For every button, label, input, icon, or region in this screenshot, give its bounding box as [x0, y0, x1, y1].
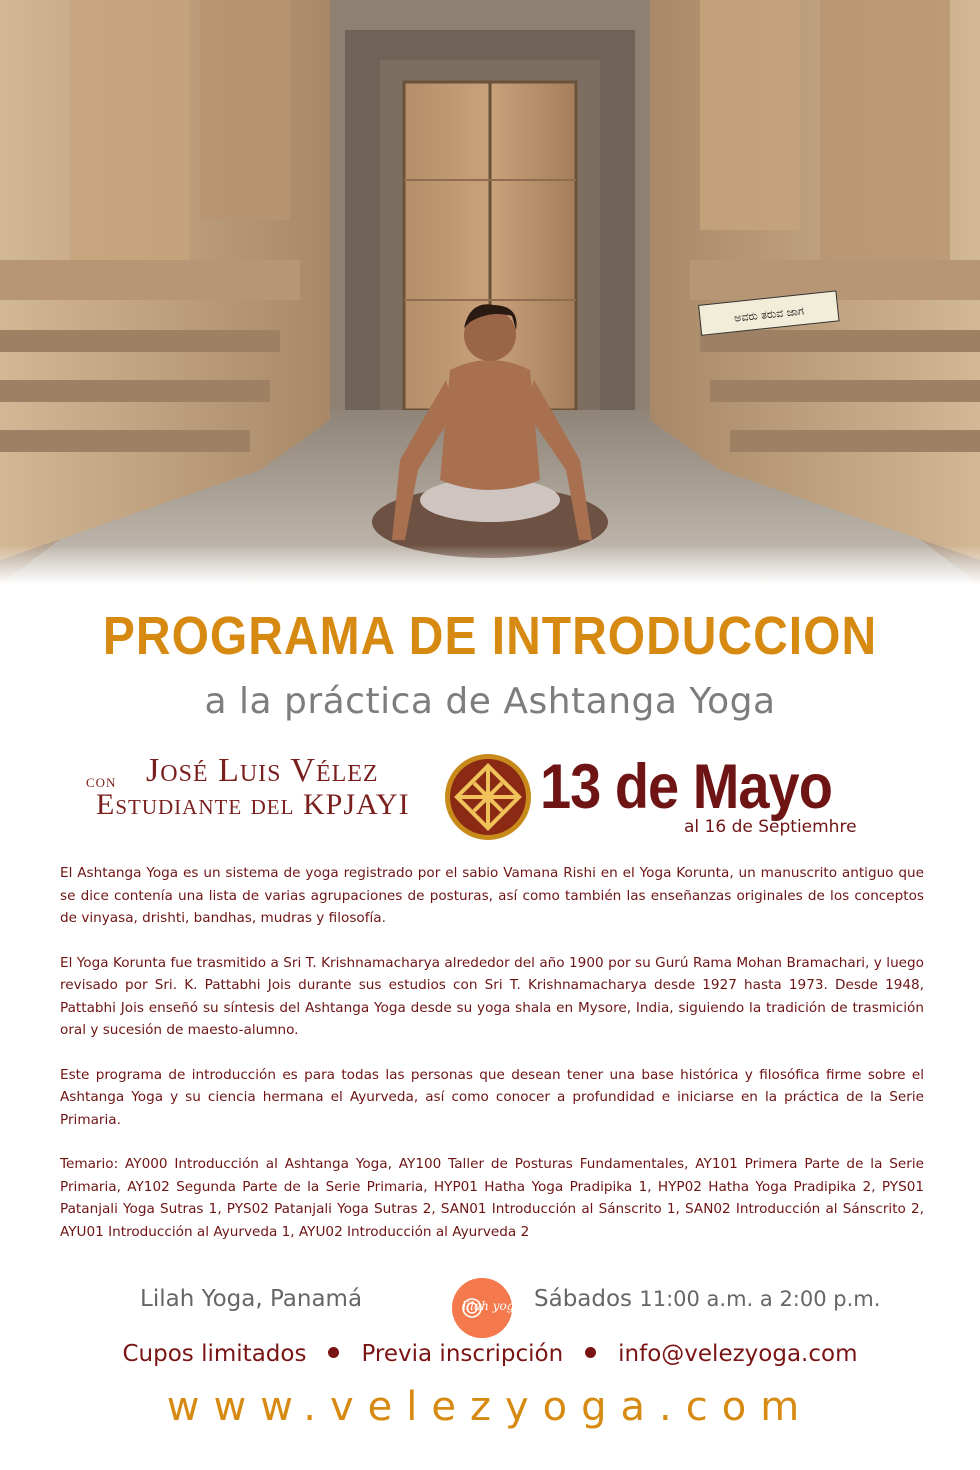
info-row: [0, 1341, 980, 1367]
paragraph-intro: El Ashtanga Yoga es un sistema de yoga registrado por el sabio Vamana Rishi en el Yoga Korunta, un manuscrito antiguo que se dice contenía una lista de varias agrupaciones de posturas, así como también las enseñanzas originales de los conceptos de vinyasa, drishti, bandhas, mudras y filosofía.: [60, 865, 924, 926]
svg-text:lilah yoga: lilah yoga: [462, 1299, 522, 1313]
end-date: al 16 de Septiemhre: [684, 817, 857, 837]
schedule-hours: 11:00 a.m. a 2:00 p.m.: [639, 1287, 881, 1311]
teacher-prefix: con: [86, 771, 117, 791]
temple-illustration: [0, 0, 980, 585]
bullet-icon: [585, 1347, 596, 1358]
schedule: [534, 1286, 880, 1312]
paragraph-history: El Yoga Korunta fue trasmitido a Sri T. Krishnamacharya alrededor del año 1900 por su Gurú Rama Mohan Bramachari, y luego revisado por Sri. K. Pattabhi Jois durante sus estudios con Sri T. Krishnamacharya desde 1927 hasta 1973. Desde 1948, Pattabhi Jois enseñó su síntesis del Ashtanga Yoga desde su yoga shala en Mysore, India, siguiendo la tradición de trasmición oral y sucesión de maesto-alumno.: [60, 954, 924, 1038]
lilah-yoga-logo: [452, 1278, 522, 1338]
paragraph-syllabus: Temario: AY000 Introducción al Ashtanga Yoga, AY100 Taller de Posturas Fundamentales, AY101 Primera Parte de la Serie Primaria, AY102 Segunda Parte de la Serie Primaria, HYP01 Hatha Yoga Pradipika 1, HYP02 Hatha Yoga Pradipika 2, PYS01 Patanjali Yoga Sutras 1, PYS02 Patanjali Yoga Sutras 2, SAN01 Introducción al Sánscrito 1, SAN02 Introducción al Sánscrito 2, AYU01 Introducción al Ayurveda 1, AYU02 Introducción al Ayurveda 2: [60, 1156, 924, 1240]
venue: Lilah Yoga, Panamá: [140, 1286, 363, 1312]
paragraph-program: Este programa de introducción es para todas las personas que desean tener una base histórica y filosófica firme sobre el Ashtanga Yoga y su ciencia hermana el Ayurveda, así como conocer a profundidad e iniciarse en la práctica de la Serie Primaria.: [60, 1066, 924, 1128]
bullet-icon: [328, 1347, 339, 1358]
endless-knot-icon: [444, 753, 532, 841]
page-title: PROGRAMA DE INTRODUCCION: [102, 607, 878, 667]
description: [60, 862, 924, 1265]
hero-fade: [0, 545, 980, 585]
contact-email[interactable]: info@velezyoga.com: [618, 1341, 858, 1367]
start-date: 13 de Mayo: [540, 751, 832, 822]
svg-text:ಅವರು ತರುವ ಜಾಗ: ಅವರು ತರುವ ಜಾಗ: [733, 304, 805, 325]
schedule-day: Sábados: [534, 1286, 633, 1312]
website-link[interactable]: www.velezyoga.com: [166, 1384, 814, 1430]
hero-photo: [0, 0, 980, 585]
info-registration: Previa inscripción: [361, 1341, 564, 1367]
teacher-name: José Luis Vélez: [146, 752, 379, 789]
teacher-role: Estudiante del KPJAYI: [96, 788, 410, 821]
info-limited: Cupos limitados: [122, 1341, 307, 1367]
page-subtitle: a la práctica de Ashtanga Yoga: [204, 681, 776, 722]
